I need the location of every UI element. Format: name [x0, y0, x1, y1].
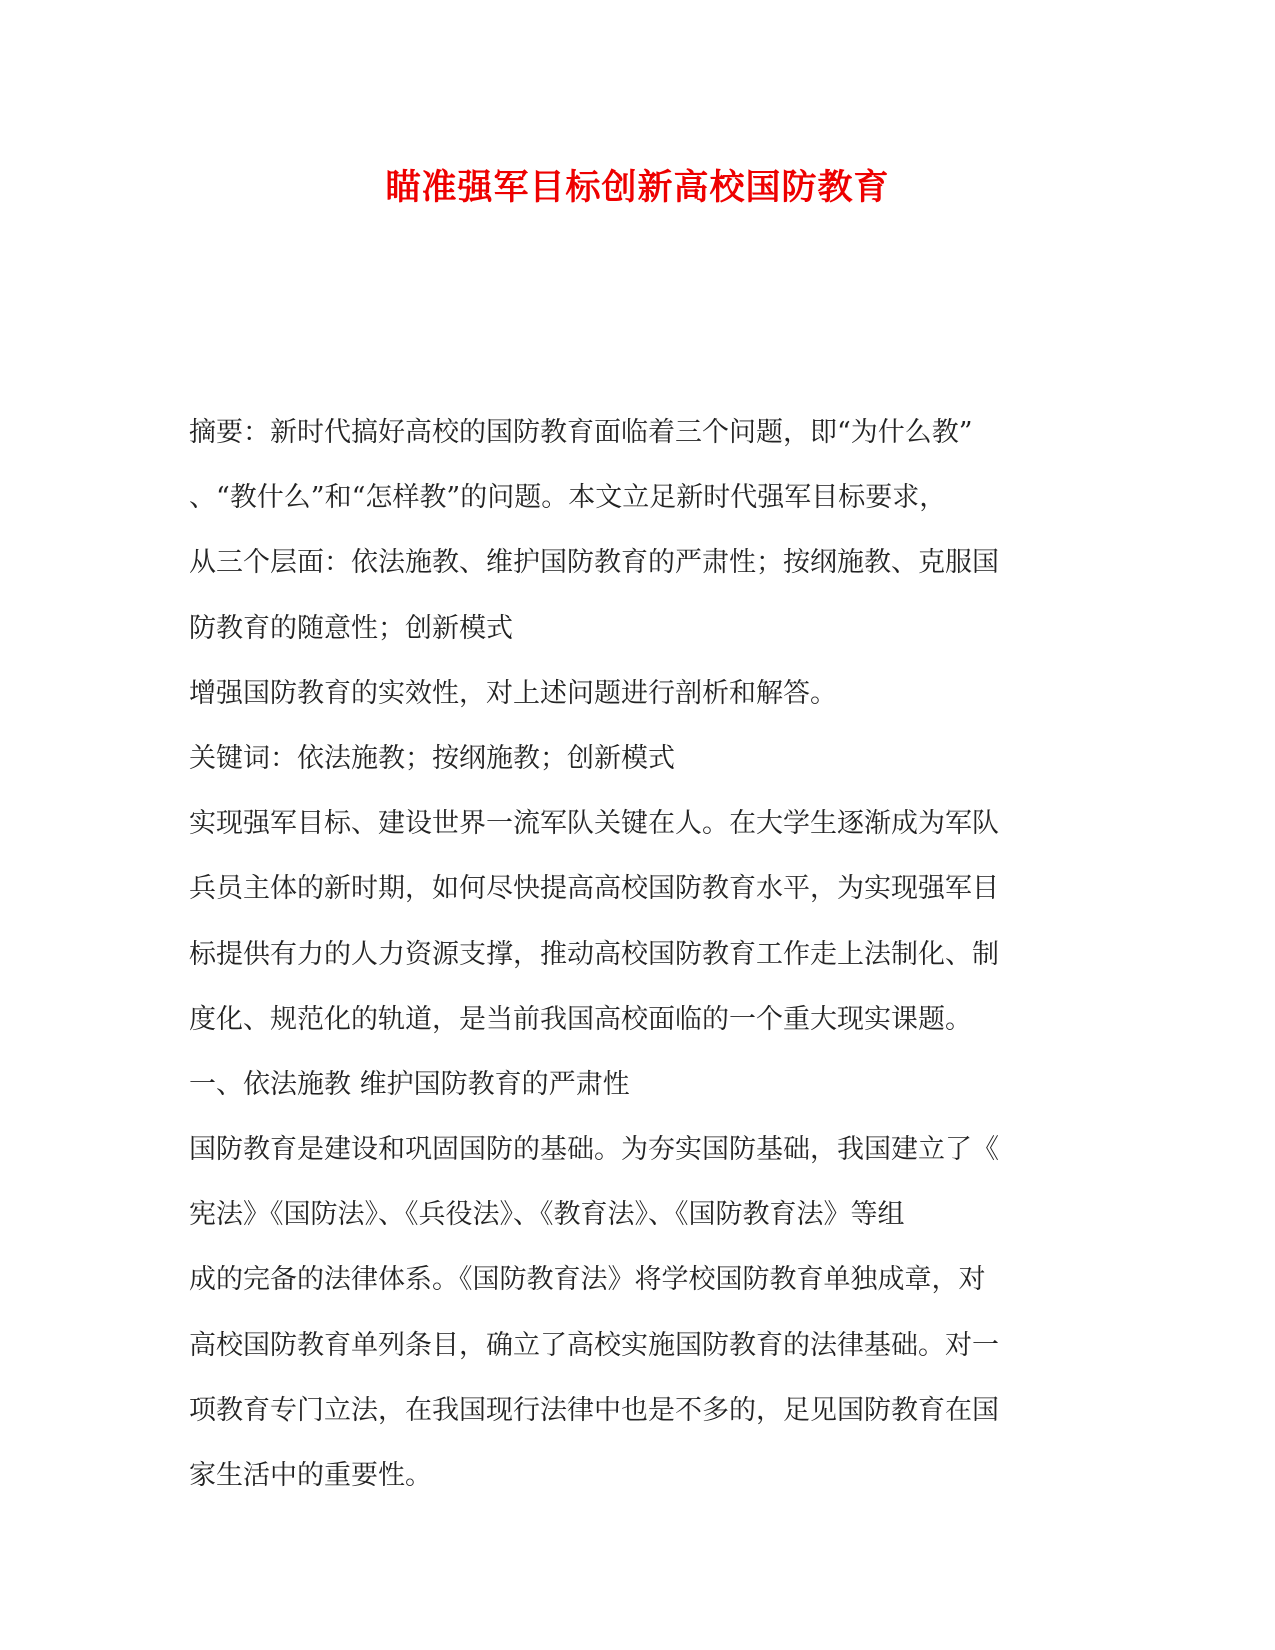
abstract-line: 从三个层面：依法施教、维护国防教育的严肃性；按纲施教、克服国 — [189, 547, 999, 579]
paragraph-line: 标提供有力的人力资源支撑，推动高校国防教育工作走上法制化、制 — [189, 938, 999, 970]
paragraph-line: 宪法》《国防法》、《兵役法》、《教育法》、《国防教育法》等组 — [189, 1199, 905, 1231]
abstract-line: 、“教什么”和“怎样教”的问题。本文立足新时代强军目标要求， — [189, 482, 947, 514]
paragraph-line: 度化、规范化的轨道，是当前我国高校面临的一个重大现实课题。 — [189, 1003, 972, 1035]
abstract-line: 防教育的随意性；创新模式 — [189, 612, 513, 644]
paragraph-line: 实现强军目标、建设世界一流军队关键在人。在大学生逐渐成为军队 — [189, 808, 999, 840]
paragraph-line: 兵员主体的新时期，如何尽快提高高校国防教育水平，为实现强军目 — [189, 873, 999, 905]
paragraph-line: 成的完备的法律体系。《国防教育法》将学校国防教育单独成章，对 — [189, 1264, 986, 1296]
abstract-line: 摘要：新时代搞好高校的国防教育面临着三个问题，即“为什么教” — [189, 417, 973, 448]
paragraph-line: 家生活中的重要性。 — [189, 1460, 432, 1491]
paragraph-line: 国防教育是建设和巩固国防的基础。为夯实国防基础，我国建立了《 — [189, 1134, 999, 1166]
keywords-line: 关键词：依法施教；按纲施教；创新模式 — [189, 742, 675, 774]
abstract-line: 增强国防教育的实效性，对上述问题进行剖析和解答。 — [189, 677, 837, 709]
paragraph-line: 项教育专门立法，在我国现行法律中也是不多的，足见国防教育在国 — [189, 1394, 999, 1426]
section-heading: 一、依法施教 维护国防教育的严肃性 — [189, 1068, 630, 1100]
document-title: 瞄准强军目标创新高校国防教育 — [385, 167, 890, 208]
document-body — [189, 400, 1069, 1508]
paragraph-line: 高校国防教育单列条目，确立了高校实施国防教育的法律基础。对一 — [189, 1329, 999, 1361]
